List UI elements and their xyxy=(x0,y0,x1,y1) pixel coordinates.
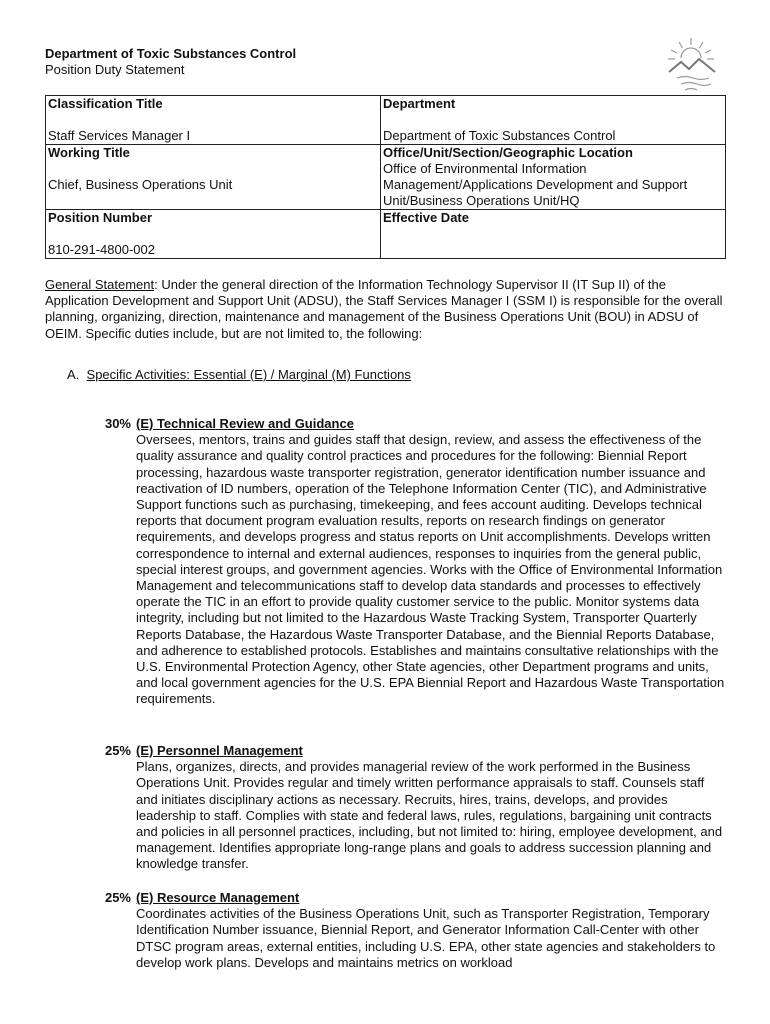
duty-percent: 30% xyxy=(104,416,131,431)
office-label: Office/Unit/Section/Geographic Location xyxy=(383,145,633,160)
department-label: Department xyxy=(383,96,456,111)
working-title-cell xyxy=(46,145,381,210)
duty-percent: 25% xyxy=(104,743,131,758)
duty-text: Coordinates activities of the Business Operations Unit, such as Transporter Registration, Temporary Identification Number issuance, Biennial Report, and Generator Information Call-Center with other DTSC program areas, external entities, including U.S. EPA, other state agencies and stakeholders to develop work plans. Develops and maintains metrics on workload xyxy=(136,906,716,970)
classification-title-cell xyxy=(46,96,381,145)
sun-mountain-logo-icon xyxy=(663,32,723,96)
position-number-cell xyxy=(46,210,381,259)
department-cell xyxy=(381,96,726,145)
document-header xyxy=(45,46,726,78)
classification-title-value: Staff Services Manager I xyxy=(48,128,191,143)
duty-text: Plans, organizes, directs, and provides managerial review of the work performed in the Business Operations Unit. Provides regular and timely written performance appraisals to staff. Counsels staff and initiates disciplinary actions as necessary. Recruits, hires, trains, develops, and provides leadership to staff. Complies with state and federal laws, rules, regulations, bargaining unit contracts and policies in all personnel practices, including, but not limited to: hiring, employee development, and management. Identifies appropriate long-range plans and goals to address succession planning and knowledge transfer. xyxy=(136,759,723,872)
general-statement xyxy=(45,277,726,342)
effective-date-label: Effective Date xyxy=(383,210,469,225)
section-a-marker: A. xyxy=(67,367,80,382)
working-title-value: Chief, Business Operations Unit xyxy=(48,177,233,192)
position-number-value: 810-291-4800-002 xyxy=(48,242,155,257)
position-number-label: Position Number xyxy=(48,210,153,225)
effective-date-cell xyxy=(381,210,726,259)
duty-item-resource-management xyxy=(45,890,726,971)
duty-percent: 25% xyxy=(104,890,131,905)
general-statement-text: : Under the general direction of the Information Technology Supervisor II (IT Sup II) of the Application Development and Support Unit (ADSU), the Staff Services Manager I (SSM I) is responsible for the overall planning, organizing, direction, maintenance and management of the Business Operations Unit (BOU) in ADSU of OEIM. Specific duties include, but are not limited to, the following: xyxy=(45,277,723,341)
duty-text: Oversees, mentors, trains and guides staff that design, review, and assess the effectiveness of the quality assurance and quality control practices and procedures for the following: Biennial Report processing, hazardous waste transporter registration, generator identification number issuance and reactivation of ID numbers, operation of the Telephone Information Center (TIC), and Administrative Support functions such as purchasing, timekeeping, and fees account auditing. Develops technical reports that document program evaluation results, reports on research findings on generator requirements, and develops progress and status reports on Unit accomplishments. Develops written correspondence to internal and external audiences, responses to inquiries from the general public, special interest groups, and government agencies. Works with the Office of Environmental Information Management and telecommunications staff to develop data standards and processes to effectively operate the TIC in an effort to provide quality customer service to the public. Monitor systems data integrity, including but not limited to the Hazardous Waste Tracking System, Transporter Quarterly Reports Database, the Hazardous Waste Transporter Database, and the Biennial Reports Database, and adherence to established protocols. Establishes and maintains consultative relationships with the U.S. Environmental Protection Agency, other State agencies, other Department programs and units, and local government agencies for the U.S. EPA Biennial Report and Hazardous Waste Transportation requirements. xyxy=(136,432,725,707)
office-cell xyxy=(381,145,726,210)
section-a-heading xyxy=(67,367,727,383)
doc-type: Position Duty Statement xyxy=(45,62,185,78)
general-statement-label: General Statement xyxy=(45,277,155,292)
duty-title: (E) Resource Management xyxy=(136,890,300,905)
department-value: Department of Toxic Substances Control xyxy=(383,128,616,143)
duty-item-personnel-management xyxy=(45,743,726,873)
office-value: Office of Environmental Information Management/Applications Development and Support Unit/Business Operations Unit/HQ xyxy=(383,161,688,208)
working-title-label: Working Title xyxy=(48,145,130,160)
classification-title-label: Classification Title xyxy=(48,96,163,111)
duty-title: (E) Personnel Management xyxy=(136,743,303,758)
duty-title: (E) Technical Review and Guidance xyxy=(136,416,354,431)
position-info-table xyxy=(45,95,726,259)
org-title: Department of Toxic Substances Control xyxy=(45,46,297,61)
duty-item-technical-review xyxy=(45,416,726,708)
section-a-title: Specific Activities: Essential (E) / Marginal (M) Functions xyxy=(86,367,411,382)
